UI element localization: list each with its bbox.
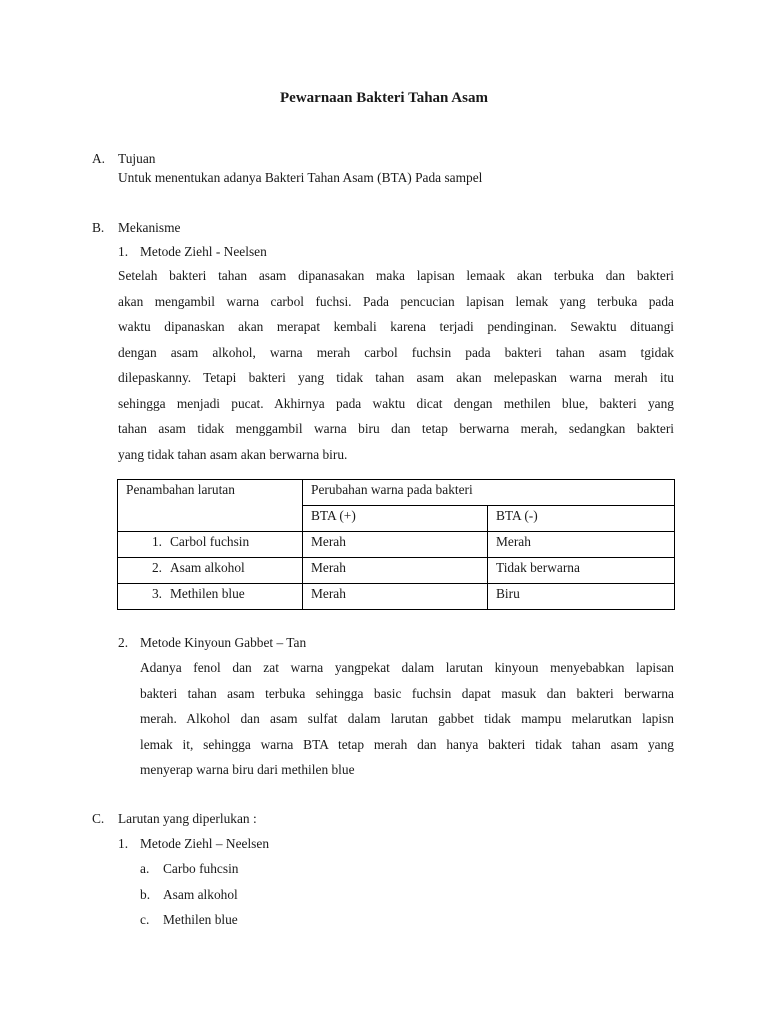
staining-table	[117, 479, 675, 610]
row-number: 2.	[151, 560, 162, 575]
section-a-text: Untuk menentukan adanya Bakteri Tahan Asam (BTA) Pada sampel	[118, 170, 483, 185]
paragraph-line: menyerap warna biru dari methilen blue	[140, 762, 355, 777]
reagent-cell	[118, 584, 303, 610]
header-color-change: Perubahan warna pada bakteri	[303, 480, 675, 506]
bta-positive-cell: Merah	[303, 558, 488, 584]
bta-negative-cell: Merah	[488, 532, 675, 558]
reagent-cell	[118, 532, 303, 558]
header-reagent: Penambahan larutan	[118, 480, 303, 532]
paragraph-line: akan mengambil warna carbol fuchsi. Pada pencucian lapisan lemak yang terbuka pada	[118, 293, 674, 309]
reagent-name: Methilen blue	[170, 586, 245, 601]
method2-heading: Metode Kinyoun Gabbet – Tan	[140, 635, 307, 650]
table-row	[118, 558, 675, 584]
paragraph-line: waktu dipanaskan akan merapat kembali karena terjadi pendinginan. Sewaktu dituangi	[118, 319, 674, 334]
method1-paragraph	[118, 263, 674, 467]
bta-negative-cell: Biru	[488, 584, 675, 610]
table-header-row	[118, 480, 675, 506]
table-row	[118, 532, 675, 558]
reagent-cell	[118, 558, 303, 584]
list-item: Asam alkohol	[163, 887, 238, 902]
paragraph-line: yang tidak tahan asam akan berwarna biru.	[118, 446, 348, 462]
page-title: Pewarnaan Bakteri Tahan Asam	[280, 90, 488, 106]
reagent-name: Asam alkohol	[170, 560, 245, 575]
row-number: 1.	[151, 534, 162, 549]
bta-positive-cell: Merah	[303, 584, 488, 610]
method1-marker: 1.	[118, 244, 129, 259]
list-item-marker: a.	[140, 861, 150, 876]
paragraph-line: merah. Alkohol dan asam sulfat dalam larutan gabbet tidak mampu melarutkan lapisn	[140, 711, 674, 726]
section-c-method1-marker: 1.	[118, 836, 129, 851]
list-item: Methilen blue	[163, 912, 238, 927]
section-a-heading: Tujuan	[118, 151, 156, 166]
section-a-marker: A.	[92, 151, 106, 166]
section-c-heading: Larutan yang diperlukan :	[118, 811, 257, 826]
list-item: Carbo fuhcsin	[163, 861, 239, 876]
section-b-marker: B.	[92, 220, 105, 235]
section-c-marker: C.	[92, 811, 105, 826]
bta-negative-cell: Tidak berwarna	[488, 558, 675, 584]
method2-marker: 2.	[118, 635, 129, 650]
header-bta-positive: BTA (+)	[303, 506, 488, 532]
header-bta-negative: BTA (-)	[488, 506, 675, 532]
section-b-heading: Mekanisme	[118, 220, 181, 235]
paragraph-line: bakteri tahan asam terbuka sehingga basic fuchsin dapat masuk dan bakteri berwarna	[140, 685, 674, 701]
paragraph-line: dilepaskanny. Tetapi bakteri yang tidak tahan asam akan melepaskan warna merah itu	[118, 370, 674, 385]
paragraph-line: Setelah bakteri tahan asam dipanasakan maka lapisan lemaak akan terbuka dan bakteri	[118, 268, 674, 283]
reagent-name: Carbol fuchsin	[170, 534, 250, 549]
method1-heading: Metode Ziehl - Neelsen	[140, 244, 267, 259]
paragraph-line: Adanya fenol dan zat warna yangpekat dalam larutan kinyoun menyebabkan lapisan	[140, 660, 674, 675]
bta-positive-cell: Merah	[303, 532, 488, 558]
paragraph-line: tahan asam tidak menggambil warna biru dan tetap berwarna merah, sedangkan bakteri	[118, 421, 674, 436]
list-item-marker: b.	[140, 887, 151, 902]
paragraph-line: lemak it, sehingga warna BTA tetap merah dan hanya bakteri tidak tahan asam yang	[140, 736, 674, 752]
section-c-method1-heading: Metode Ziehl – Neelsen	[140, 836, 270, 851]
paragraph-line: dengan asam alkohol, warna merah carbol fuchsin pada bakteri tahan asam tgidak	[118, 344, 674, 360]
row-number: 3.	[151, 586, 162, 601]
list-item-marker: c.	[140, 912, 150, 927]
table-row	[118, 584, 675, 610]
method2-paragraph	[140, 655, 674, 783]
paragraph-line: sehingga menjadi pucat. Akhirnya pada waktu dicat dengan methilen blue, bakteri yang	[118, 395, 674, 411]
